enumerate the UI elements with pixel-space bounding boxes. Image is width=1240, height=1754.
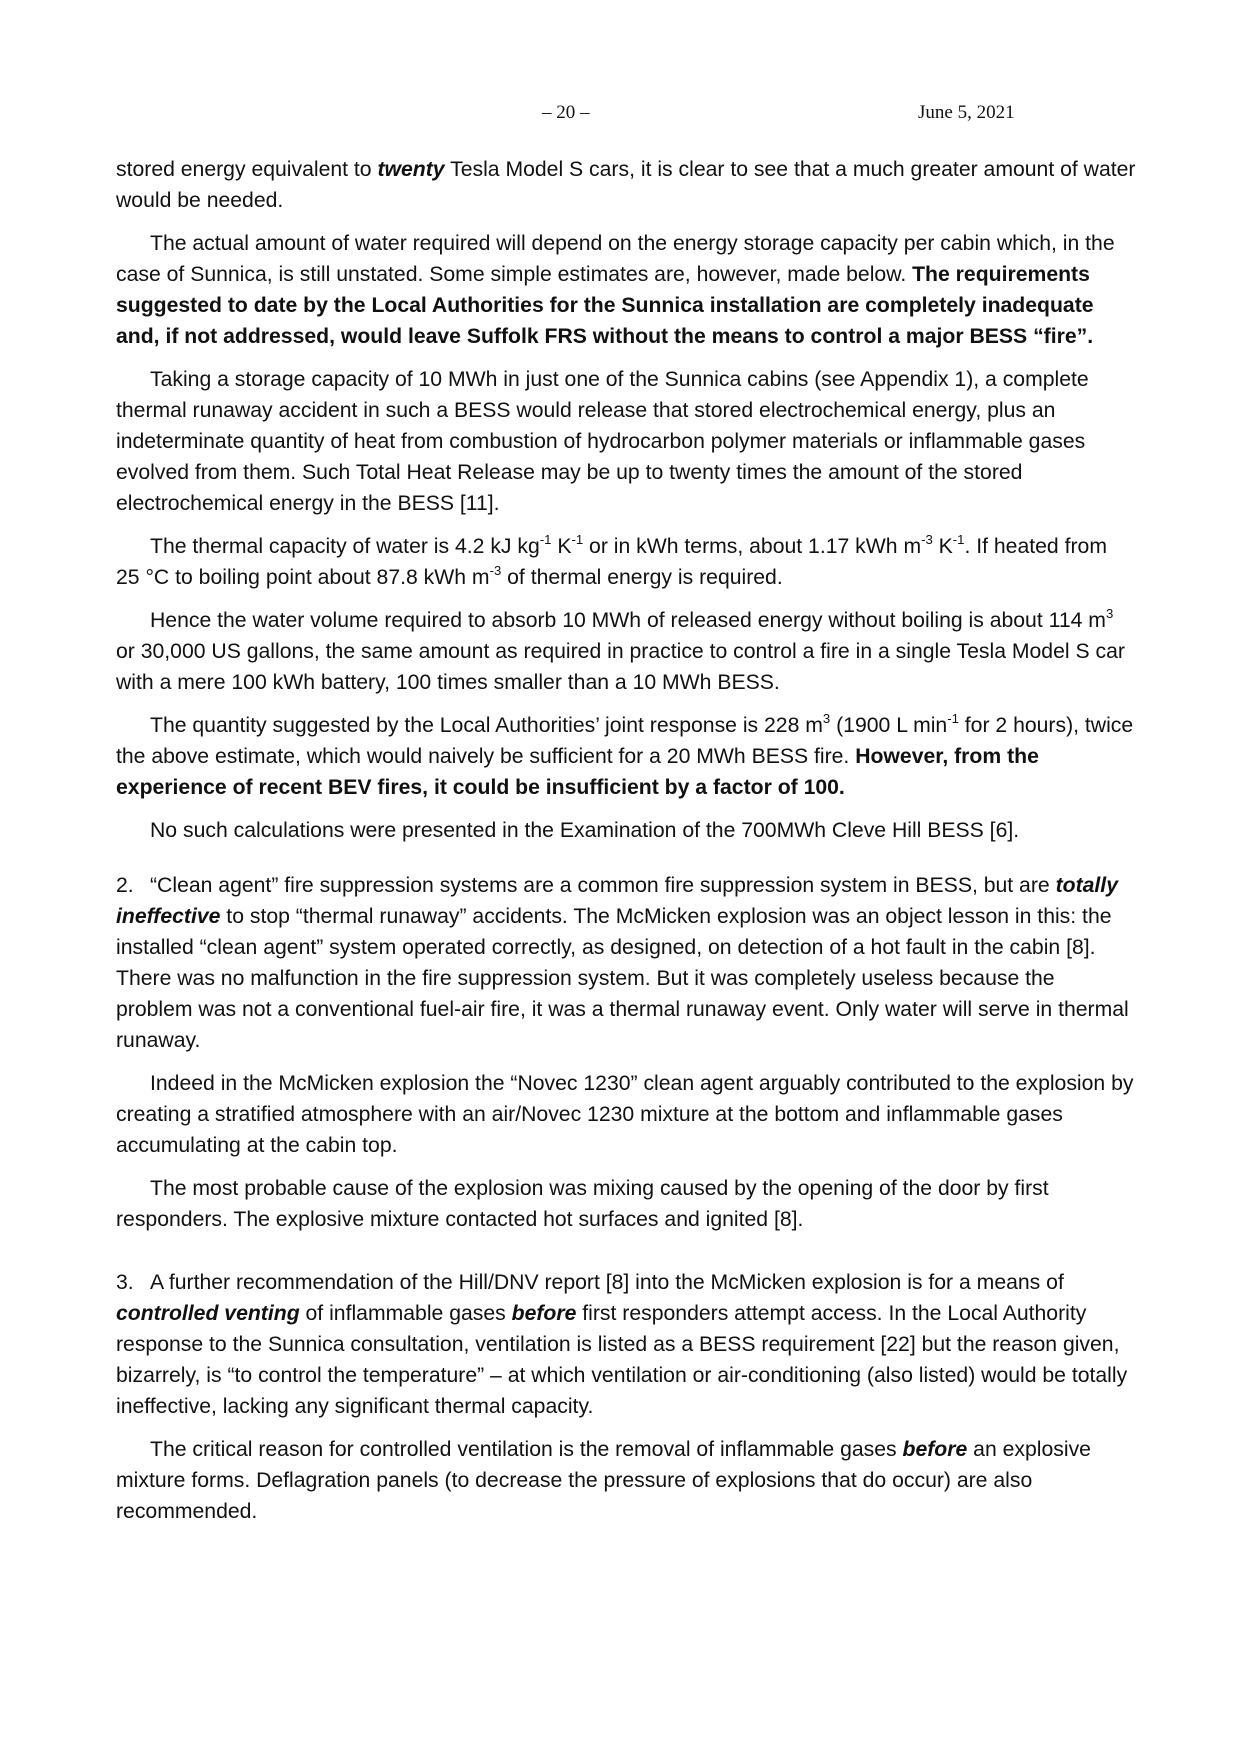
- paragraph-ventilation: The critical reason for controlled ventilation is the removal of inflammable gases before an explosive mixture forms. Deflagration panels (to decrease the pressure of explosions that do occur) are also recommended.: [116, 1438, 1091, 1523]
- document-body: [116, 154, 1136, 1539]
- emphasis-text: twenty: [377, 158, 445, 181]
- numbered-item-3: 3. A further recommendation of the Hill/DNV report [8] into the McMicken explosion is for a means of controlled venting of inflammable gases before first responders attempt access. In the Local Authority response to the Sunnica consultation, ventilation is listed as a BESS requirement [22] but the reason given, bizarrely, is “to control the temperature” – at which ventilation or air-conditioning (also listed) would be totally ineffective, lacking any significant thermal capacity.: [116, 1267, 1136, 1422]
- paragraph-local-authority-quantity: The quantity suggested by the Local Authorities’ joint response is 228 $m^3$ (1900 L $\min^{-1}$ for 2 hours), twice the above estimate, which would naively be sufficient for a 20 MWh BESS fire. However, from the experience of recent BEV fires, it could be insufficient by a factor of 100.: [116, 710, 1134, 799]
- paragraph-novec: Indeed in the McMicken explosion the “Novec 1230” clean agent arguably contributed to the explosion by creating a stratified atmosphere with an air/Novec 1230 mixture at the bottom and inflammable gases accumulating at the cabin top.: [116, 1072, 1134, 1157]
- paragraph-thermal-capacity: The thermal capacity of water is 4.2 kJ $kg^{-1}$ $K^{-1}$ or in kWh terms, about 1.17 kWh $m^{-3}$ $K^{-1}$. If heated from 25 °C to boiling point about 87.8 kWh $m^{-3}$ of thermal energy is required.: [116, 531, 1107, 589]
- numbered-item-2: 2. “Clean agent” fire suppression systems are a common fire suppression system in BESS, but are totally ineffective to stop “thermal runaway” accidents. The McMicken explosion was an object lesson in this: the installed “clean agent” system operated correctly, as designed, on detection of a hot fault in the cabin [8]. There was no malfunction in the fire suppression system. But it was completely useless because the problem was not a conventional fuel-air fire, it was a thermal runaway event. Only water will serve in thermal runaway.: [116, 870, 1136, 1056]
- item-number: 3.: [116, 1271, 134, 1294]
- emphasis-text: before: [902, 1438, 968, 1461]
- page-number: – 20 –: [542, 102, 590, 123]
- emphasis-text: controlled venting: [116, 1302, 300, 1325]
- bold-statement: However, from the experience of recent BEV fires, it could be insufficient by a factor of 100.: [116, 745, 1039, 799]
- header-date: June 5, 2021: [918, 102, 1015, 123]
- paragraph-explosion-cause: The most probable cause of the explosion was mixing caused by the opening of the door by first responders. The explosive mixture contacted hot surfaces and ignited [8].: [116, 1177, 1049, 1231]
- paragraph-continuation: stored energy equivalent to twenty Tesla Model S cars, it is clear to see that a much greater amount of water would be needed.: [116, 158, 1136, 212]
- paragraph-water-requirement: The actual amount of water required will depend on the energy storage capacity per cabin which, in the case of Sunnica, is still unstated. Some simple estimates are, however, made below. The requirements suggested to date by the Local Authorities for the Sunnica installation are completely inadequate and, if not addressed, would leave Suffolk FRS without the means to control a major BESS “fire”.: [116, 232, 1115, 348]
- emphasis-text: before: [511, 1302, 577, 1325]
- item-number: 2.: [116, 874, 134, 897]
- paragraph-storage-capacity: Taking a storage capacity of 10 MWh in just one of the Sunnica cabins (see Appendix 1), a complete thermal runaway accident in such a BESS would release that stored electrochemical energy, plus an indeterminate quantity of heat from combustion of hydrocarbon polymer materials or inflammable gases evolved from them. Such Total Heat Release may be up to twenty times the amount of the stored electrochemical energy in the BESS [11].: [116, 368, 1089, 515]
- bold-statement: The requirements suggested to date by the Local Authorities for the Sunnica installation are completely inadequate and, if not addressed, would leave Suffolk FRS without the means to control a major BESS “fire”.: [116, 263, 1094, 348]
- page-header: [0, 102, 1240, 132]
- emphasis-text: totally ineffective: [116, 874, 1118, 928]
- paragraph-cleve-hill: No such calculations were presented in the Examination of the 700MWh Cleve Hill BESS [6].: [150, 819, 1020, 842]
- paragraph-water-volume: Hence the water volume required to absorb 10 MWh of released energy without boiling is about 114 $m^3$ or 30,000 US gallons, the same amount as required in practice to control a fire in a single Tesla Model S car with a mere 100 kWh battery, 100 times smaller than a 10 MWh BESS.: [116, 605, 1125, 694]
